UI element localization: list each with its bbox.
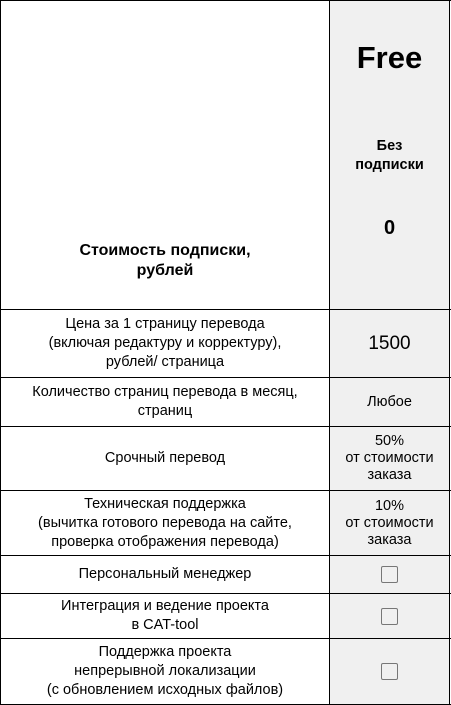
row-value bbox=[330, 556, 450, 593]
checkbox-icon[interactable] bbox=[381, 608, 398, 625]
table-row bbox=[0, 491, 451, 556]
table-row bbox=[0, 594, 451, 639]
row-value: 10% от стоимости заказа bbox=[330, 491, 450, 555]
row-label: Техническая поддержка (вычитка готового перевода на сайте, проверка отображения перевода) bbox=[0, 491, 330, 555]
row-label: Интеграция и ведение проекта в CAT-tool bbox=[0, 594, 330, 638]
plan-price: 0 bbox=[383, 217, 396, 239]
plan-subtitle: Без подписки bbox=[355, 138, 424, 173]
table-row bbox=[0, 639, 451, 705]
subscription-cost-label: Стоимость подписки, рублей bbox=[0, 1, 330, 309]
plan-name: Free bbox=[356, 40, 423, 75]
row-label: Поддержка проекта непрерывной локализации (с обновлением исходных файлов) bbox=[0, 639, 330, 704]
row-label: Персональный менеджер bbox=[0, 556, 330, 593]
row-value bbox=[330, 594, 450, 638]
table-row bbox=[0, 556, 451, 594]
checkbox-icon[interactable] bbox=[381, 566, 398, 583]
row-value bbox=[330, 639, 450, 704]
table-row bbox=[0, 427, 451, 491]
plan-column-header bbox=[330, 1, 450, 309]
table-row bbox=[0, 310, 451, 378]
header-row bbox=[0, 0, 451, 310]
row-value: Любое bbox=[330, 378, 450, 426]
row-label: Количество страниц перевода в месяц, страниц bbox=[0, 378, 330, 426]
row-value: 50% от стоимости заказа bbox=[330, 427, 450, 490]
row-label: Цена за 1 страницу перевода (включая редактуру и корректуру), рублей/ страница bbox=[0, 310, 330, 377]
checkbox-icon[interactable] bbox=[381, 663, 398, 680]
row-label: Срочный перевод bbox=[0, 427, 330, 490]
table-row bbox=[0, 378, 451, 427]
row-value: 1500 bbox=[330, 310, 450, 377]
